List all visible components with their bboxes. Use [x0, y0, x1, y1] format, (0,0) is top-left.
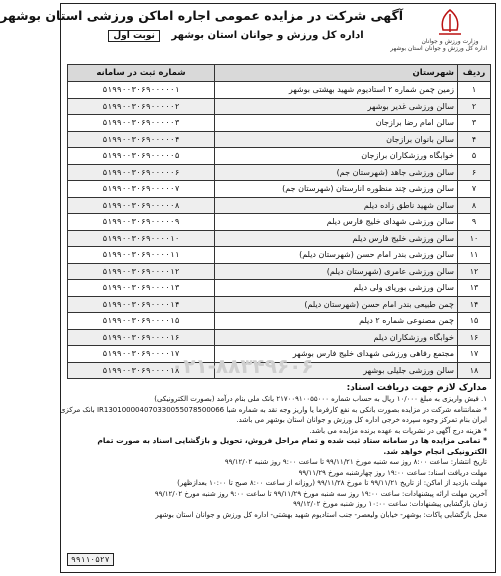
table-row — [68, 329, 491, 346]
row-place: سالن ورزشی غدیر بوشهر — [215, 98, 458, 115]
row-reg: ۵۱۹۹۰۰۳۰۶۹۰۰۰۰۰۹ — [68, 214, 215, 231]
row-number: ۴ — [458, 131, 491, 148]
date-line: تاریخ انتشار: ساعت ۸:۰۰ روز سه شنبه مورخ ۹۹/۱۱/۲۱ تا ساعت ۹:۰۰ روز شنبه ۹۹/۱۲/۰۲ — [224, 458, 487, 466]
table-row — [68, 247, 491, 264]
row-reg: ۵۱۹۹۰۰۳۰۶۹۰۰۰۰۱۷ — [68, 346, 215, 363]
table-row — [68, 214, 491, 231]
logo-line-1: وزارت ورزش و جوانان — [421, 38, 479, 45]
table-row — [68, 181, 491, 198]
notice-frame — [0, 3, 496, 573]
row-place: سالن ورزشی شهدای خلیج فارس دیلم — [215, 214, 458, 231]
row-number: ۵ — [458, 148, 491, 165]
documents-section — [59, 382, 487, 520]
col-header-reg: شماره ثبت در سامانه — [68, 65, 215, 82]
table-row — [68, 98, 491, 115]
row-place: سالن امام رضا برازجان — [215, 115, 458, 132]
row-place: سالن ورزشی بندر امام حسن (شهرستان دیلم) — [215, 247, 458, 264]
notice-subtitle — [69, 30, 403, 42]
doc-line: ایران بنام تمرکز وجوه سپرده خرجی اداره کل ورزش و جوانان استان بوشهر می باشد. — [236, 416, 487, 424]
date-line: مهلت بازدید از اماکن: از تاریخ ۹۹/۱۱/۲۱ تا مورخ ۹۹/۱۱/۲۸ (روزانه از ساعت ۸:۰۰ صبح تا ۱۰:۰۰ بعدازظهر) — [177, 479, 487, 487]
table-body — [68, 82, 491, 379]
table-row — [68, 280, 491, 297]
row-number: ۱۰ — [458, 230, 491, 247]
table-row — [68, 164, 491, 181]
table-row — [68, 82, 491, 99]
watermark-phone: ۰۲۱-۸۸۳۴۹۶۰۶ — [171, 354, 314, 378]
row-reg: ۵۱۹۹۰۰۳۰۶۹۰۰۰۰۰۱ — [68, 82, 215, 99]
row-place: سالن ورزشی خلیج فارس دیلم — [215, 230, 458, 247]
row-reg: ۵۱۹۹۰۰۳۰۶۹۰۰۰۰۰۳ — [68, 115, 215, 132]
row-reg: ۵۱۹۹۰۰۳۰۶۹۰۰۰۰۰۲ — [68, 98, 215, 115]
col-header-num: ردیف — [458, 65, 491, 82]
row-number: ۱۲ — [458, 263, 491, 280]
row-place: سالن شهید ناطق زاده دیلم — [215, 197, 458, 214]
row-reg: ۵۱۹۹۰۰۳۰۶۹۰۰۰۰۱۶ — [68, 329, 215, 346]
ad-code-box: ۹۹۱۱۰۵۲۷ — [67, 553, 114, 566]
logo-line-2: اداره کل ورزش و جوانان استان بوشهر — [390, 45, 487, 52]
doc-line: ۱. فیش واریزی به مبلغ ۱۰/۰۰۰ ریال به حساب شماره ۲۱۷۰۰۹۱۰۰۵۵۰۰۰ بانک ملی بنام درآمد (بصورت الکترونیکی) — [154, 395, 487, 403]
row-reg: ۵۱۹۹۰۰۳۰۶۹۰۰۰۰۱۲ — [68, 263, 215, 280]
row-reg: ۵۱۹۹۰۰۳۰۶۹۰۰۰۰۰۵ — [68, 148, 215, 165]
row-number: ۱ — [458, 82, 491, 99]
row-reg: ۵۱۹۹۰۰۳۰۶۹۰۰۰۰۱۳ — [68, 280, 215, 297]
round-badge: نوبت اول — [108, 30, 160, 42]
table-row — [68, 313, 491, 330]
row-number: ۱۷ — [458, 346, 491, 363]
row-place: سالن ورزشی عامری (شهرستان دیلم) — [215, 263, 458, 280]
date-line: زمان بازگشایی پیشنهادات: ساعت ۱۰:۰۰ روز شنبه مورخ ۹۹/۱۲/۰۲ — [293, 500, 487, 508]
date-line: مهلت دریافت اسناد: ساعت ۱۹:۰۰ روز چهارشنبه مورخ ۹۹/۱۱/۲۹ — [298, 468, 487, 477]
row-place: خوابگاه ورزشکاران دیلم — [215, 329, 458, 346]
row-place: مجتمع رفاهی ورزشی شهدای خلیج فارس بوشهر — [215, 346, 458, 363]
table-row — [68, 230, 491, 247]
row-reg: ۵۱۹۹۰۰۳۰۶۹۰۰۰۰۰۴ — [68, 131, 215, 148]
row-place: زمین چمن شماره ۲ استادیوم شهید بهشتی بوشهر — [215, 82, 458, 99]
row-number: ۱۸ — [458, 362, 491, 379]
row-place: سالن ورزشی چند منظوره انارستان (شهرستان جم) — [215, 181, 458, 198]
date-line: محل بازگشایی پاکات: بوشهر- خیابان ولیعصر- جنب استادیوم شهید بهشتی- اداره کل ورزش و جوانان استان بوشهر — [155, 510, 487, 519]
doc-line: * ضمانتنامه شرکت در مزایده بصورت بانکی به نفع کارفرما یا واریز وجه نقد به شماره شبا IR130100004070330055078500066 بانک مرکزی — [59, 405, 487, 414]
table-header-row — [68, 65, 491, 82]
notice-header — [0, 4, 495, 60]
notice-title: آگهی شرکت در مزایده عمومی اجاره اماکن ورزشی استان بوشهر — [0, 8, 403, 23]
table-row — [68, 148, 491, 165]
row-number: ۱۵ — [458, 313, 491, 330]
venues-table — [67, 64, 491, 379]
row-number: ۶ — [458, 164, 491, 181]
row-number: ۹ — [458, 214, 491, 231]
row-place: چمن طبیعی بندر امام حسن (شهرستان دیلم) — [215, 296, 458, 313]
emblem-icon — [433, 8, 467, 38]
documents-heading: مدارک لازم جهت دریافت اسناد: — [346, 383, 487, 393]
date-line: آخرین مهلت ارائه پیشنهادات: ساعت ۱۹:۰۰ روز سه شنبه مورخ ۹۹/۱۱/۲۹ تا ساعت ۹:۰۰ روز شنبه مورخ ۹۹/۱۲/۰۲ — [154, 489, 487, 498]
row-reg: ۵۱۹۹۰۰۳۰۶۹۰۰۰۰۱۰ — [68, 230, 215, 247]
row-number: ۳ — [458, 115, 491, 132]
table-row — [68, 296, 491, 313]
row-place: چمن مصنوعی شماره ۲ دیلم — [215, 313, 458, 330]
row-place: سالن ورزشی جلیلی بوشهر — [215, 362, 458, 379]
row-number: ۱۳ — [458, 280, 491, 297]
row-number: ۱۶ — [458, 329, 491, 346]
row-reg: ۵۱۹۹۰۰۳۰۶۹۰۰۰۰۱۴ — [68, 296, 215, 313]
row-reg: ۵۱۹۹۰۰۳۰۶۹۰۰۰۰۰۷ — [68, 181, 215, 198]
table-row — [68, 115, 491, 132]
row-number: ۲ — [458, 98, 491, 115]
row-place: خوابگاه ورزشکاران برازجان — [215, 148, 458, 165]
table-row — [68, 263, 491, 280]
row-reg: ۵۱۹۹۰۰۳۰۶۹۰۰۰۰۱۵ — [68, 313, 215, 330]
row-reg: ۵۱۹۹۰۰۳۰۶۹۰۰۰۰۰۸ — [68, 197, 215, 214]
table-row — [68, 131, 491, 148]
row-number: ۸ — [458, 197, 491, 214]
row-number: ۱۴ — [458, 296, 491, 313]
org-name: اداره کل ورزش و جوانان استان بوشهر — [171, 30, 364, 41]
row-reg: ۵۱۹۹۰۰۳۰۶۹۰۰۰۰۱۱ — [68, 247, 215, 264]
col-header-place: شهرستان — [215, 65, 458, 82]
doc-line: * هزینه درج آگهی در نشریات به عهده برنده مزایده می باشد. — [309, 426, 487, 435]
ministry-logo — [390, 8, 487, 56]
table-row — [68, 197, 491, 214]
row-number: ۷ — [458, 181, 491, 198]
row-number: ۱۱ — [458, 247, 491, 264]
row-place: سالن ورزشی بوریای ولی دیلم — [215, 280, 458, 297]
row-place: سالن ورزشی جاهد (شهرستان جم) — [215, 164, 458, 181]
row-place: سالن بانوان برازجان — [215, 131, 458, 148]
row-reg: ۵۱۹۹۰۰۳۰۶۹۰۰۰۰۱۸ — [68, 362, 215, 379]
electronic-note: * تمامی مزایده ها در سامانه ستاد ثبت شده و تمام مراحل فروش، تحویل و بازگشایی اسناد به صورت تمام الکترونیکی انجام خواهد شد. — [97, 436, 487, 456]
row-reg: ۵۱۹۹۰۰۳۰۶۹۰۰۰۰۰۶ — [68, 164, 215, 181]
